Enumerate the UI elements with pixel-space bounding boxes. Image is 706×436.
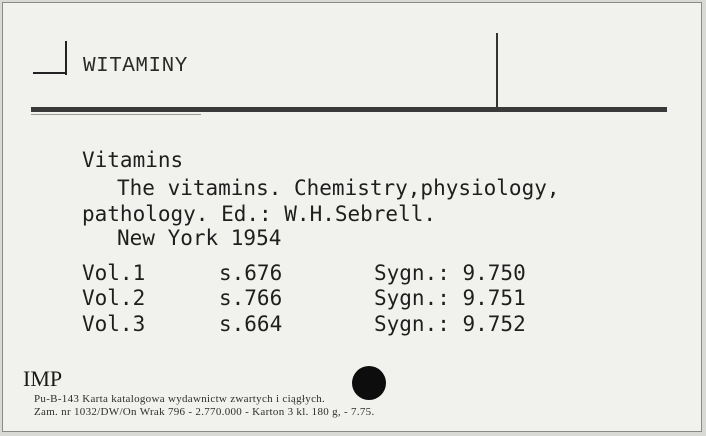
holding-volume: Vol.2 [82, 286, 146, 310]
imp-stamp: IMP [23, 366, 63, 391]
header-dash [33, 72, 65, 74]
header-divider [496, 33, 498, 109]
entry-line-3: New York 1954 [117, 226, 282, 250]
holding-sygn: Sygn.: 9.752 [374, 312, 526, 336]
subject-heading: WITAMINY [83, 55, 188, 78]
holding-sygn: Sygn.: 9.751 [374, 286, 526, 310]
footer-line-2: Zam. nr 1032/DW/On Wrak 796 - 2.770.000 - Karton 3 kl. 180 g, - 7.75. [34, 406, 375, 418]
entry-title: Vitamins [82, 148, 184, 172]
holding-signature: s.766 [219, 286, 283, 310]
entry-line-1: The vitamins. Chemistry,physiology, [117, 176, 560, 200]
punch-hole [352, 366, 386, 400]
footer-line-1: Pu-B-143 Karta katalogowa wydawnictw zwartych i ciągłych. [34, 393, 326, 405]
entry-line-2: pathology. Ed.: W.H.Sebrell. [82, 202, 437, 226]
holding-signature: s.664 [219, 312, 283, 336]
header-tick [65, 41, 67, 75]
catalog-card [2, 2, 702, 432]
holding-volume: Vol.1 [82, 261, 146, 285]
holding-volume: Vol.3 [82, 312, 146, 336]
header-rule-thin [31, 114, 201, 115]
holding-signature: s.676 [219, 261, 283, 285]
header-rule [31, 107, 667, 112]
holding-sygn: Sygn.: 9.750 [374, 261, 526, 285]
